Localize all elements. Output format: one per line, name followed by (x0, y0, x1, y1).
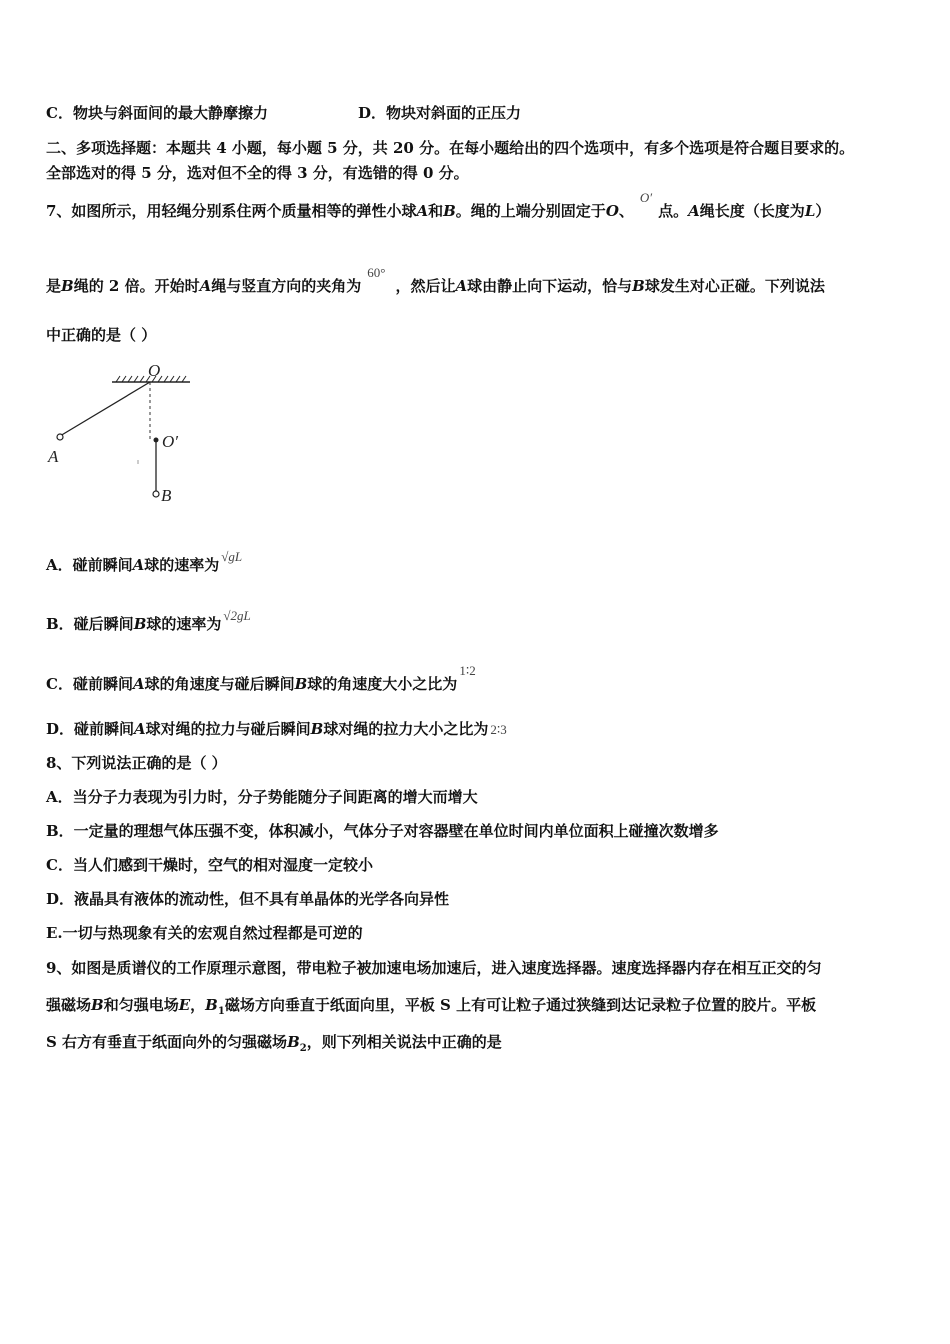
ratio-value: 2∶3 (490, 722, 507, 737)
q7-option-b: B．碰后瞬间B球的速率为 √2gL (46, 608, 251, 633)
q8-option-c: C．当人们感到干燥时，空气的相对湿度一定较小 (46, 856, 373, 874)
ratio-value: 1∶2 (459, 663, 476, 678)
q8-option-e: E.一切与热现象有关的宏观自然过程都是可逆的 (46, 924, 363, 942)
section2-instructions-line1: 二、多项选择题：本题共 4 小题，每小题 5 分，共 20 分。在每小题给出的四个选项中，有多个选项是符合题目要求的。 (46, 139, 855, 157)
angle-value: 60° (367, 265, 386, 280)
ball-a (57, 434, 63, 440)
q7-option-c: C．碰前瞬间A球的角速度与碰后瞬间B球的角速度大小之比为1∶2 (46, 663, 476, 693)
q6-options (46, 102, 521, 123)
q9-stem-line2: 强磁场B和匀强电场E，$B_1$磁场方向垂直于纸面向里，平板 S 上有可让粒子通过狭缝到达记录粒子位置的胶片。平板 (46, 996, 817, 1017)
q7-stem-line1: 7、如图所示，用轻绳分别系住两个质量相等的弹性小球A和B。绳的上端分别固定于O、O′点。A绳长度（长度为L） (46, 190, 831, 220)
label-o-prime: O′ (162, 432, 178, 451)
q8-option-a: A．当分子力表现为引力时，分子势能随分子间距离的增大而增大 (46, 788, 478, 806)
label-o: O (148, 361, 161, 380)
q8-option-b: B．一定量的理想气体压强不变，体积减小，气体分子对容器壁在单位时间内单位面积上碰撞次数增多 (46, 822, 719, 840)
q7-stem-line2: 是B绳的 2 倍。开始时A绳与竖直方向的夹角为60°，然后让A球由静止向下运动，恰与B球发生对心正碰。下列说法 (46, 265, 825, 295)
speed-expression: √2gL (223, 608, 251, 623)
ball-b (153, 491, 159, 497)
q7-option-d: D．碰前瞬间A球对绳的拉力与碰后瞬间B球对绳的拉力大小之比为 2∶3 (46, 720, 507, 738)
q6-option-c: C．物块与斜面间的最大静摩擦力 (46, 104, 268, 122)
string-a (60, 382, 150, 436)
speed-expression: √gL (221, 549, 243, 564)
pendulum-figure (44, 360, 204, 510)
q6-option-d: D．物块对斜面的正压力 (357, 104, 521, 122)
section2-instructions-line2: 全部选对的得 5 分，选对但不全的得 3 分，有选错的得 0 分。 (46, 164, 469, 182)
label-b: B (161, 486, 172, 505)
label-a: A (48, 447, 59, 466)
q7-stem-line3: 中正确的是（ ） (46, 326, 157, 344)
q8-option-d: D．液晶具有液体的流动性，但不具有单晶体的光学各向异性 (46, 890, 450, 908)
q9-stem-line1: 9、如图是质谱仪的工作原理示意图，带电粒子被加速电场加速后，进入速度选择器。速度选择器内存在相互正交的匀 (46, 959, 822, 977)
o-prime-symbol: O′ (639, 190, 653, 205)
q9-stem-line3: S 右方有垂直于纸面向外的匀强磁场$B_2$，则下列相关说法中正确的是 (46, 1033, 502, 1054)
q8-stem: 8、下列说法正确的是（ ） (46, 754, 227, 772)
q7-option-a: A．碰前瞬间A球的速率为 √gL (46, 549, 243, 574)
